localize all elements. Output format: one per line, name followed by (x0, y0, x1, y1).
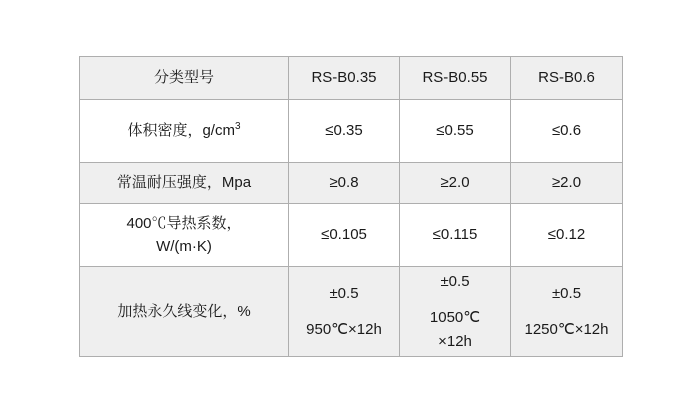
cell-strength-3: ≥2.0 (511, 163, 623, 204)
cell-line-3: ×12h (438, 332, 472, 350)
cell-conductivity-1: ≤0.105 (289, 204, 400, 267)
table-row (80, 204, 623, 267)
table-row (80, 163, 623, 204)
specification-table (79, 56, 623, 357)
row-label-bulk-density (80, 100, 289, 163)
header-cell-model-2: RS-B0.55 (400, 57, 511, 100)
superscript-3: 3 (234, 121, 241, 133)
row-label-permanent-linear-change: 加热永久线变化，% (80, 267, 289, 357)
cell-strength-1: ≥0.8 (289, 163, 400, 204)
cell-line-2: 950℃×12h (306, 320, 382, 338)
cell-line-1: ±0.5 (551, 284, 582, 302)
row-label-compressive-strength: 常温耐压强度，Mpa (80, 163, 289, 204)
cell-strength-2: ≥2.0 (400, 163, 511, 204)
table-row (80, 100, 623, 163)
cell-conductivity-3: ≤0.12 (511, 204, 623, 267)
row-label-thermal-conductivity (80, 204, 289, 267)
header-cell-model-1: RS-B0.35 (289, 57, 400, 100)
cell-density-2: ≤0.55 (400, 100, 511, 163)
cell-conductivity-2: ≤0.115 (400, 204, 511, 267)
cell-line-1: ±0.5 (329, 284, 359, 302)
cell-line-2: 1050℃ (429, 308, 481, 326)
cell-linear-change-2 (400, 267, 511, 357)
cell-density-1: ≤0.35 (289, 100, 400, 163)
cell-linear-change-3 (511, 267, 623, 357)
cell-density-3: ≤0.6 (511, 100, 623, 163)
row-label-line-2: W/(m·K) (156, 238, 212, 255)
header-cell-category: 分类型号 (80, 57, 289, 100)
header-cell-model-3: RS-B0.6 (511, 57, 623, 100)
table-row (80, 267, 623, 357)
table-header-row (80, 57, 623, 100)
cell-line-1: ±0.5 (440, 273, 470, 290)
row-label-line-1: 400℃导热系数， (126, 214, 242, 232)
row-label-text: 体积密度，g/cm (127, 122, 235, 140)
cell-linear-change-1 (289, 267, 400, 357)
cell-line-2: 1250℃×12h (524, 320, 609, 338)
